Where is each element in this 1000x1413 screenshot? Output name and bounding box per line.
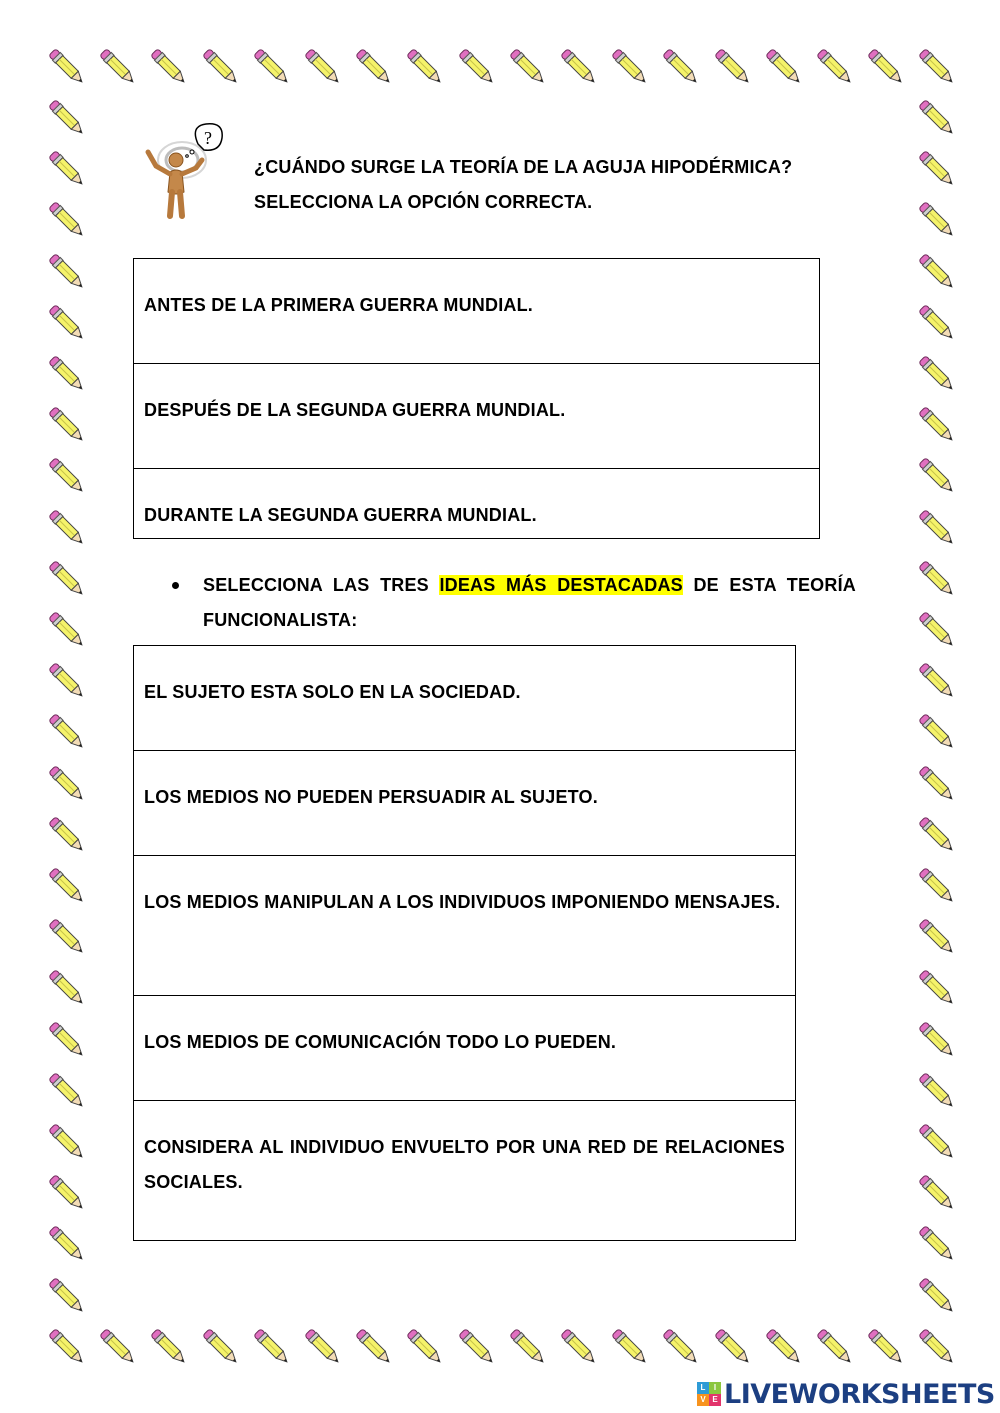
pencil-icon xyxy=(861,1322,911,1372)
option-cell[interactable] xyxy=(134,259,820,364)
pencil-icon xyxy=(42,707,92,757)
pencil-icon xyxy=(42,1271,92,1321)
pencil-icon xyxy=(42,400,92,450)
pencil-icon xyxy=(912,1015,962,1065)
pencil-icon xyxy=(912,1066,962,1116)
pencil-icon xyxy=(196,1322,246,1372)
pencil-icon xyxy=(298,1322,348,1372)
pencil-icon xyxy=(554,1322,604,1372)
logo-text: LIVEWORKSHEETS xyxy=(724,1378,995,1410)
pencil-icon xyxy=(247,1322,297,1372)
instruction-before: SELECCIONA LAS TRES xyxy=(203,575,440,595)
options-table-1 xyxy=(133,258,820,539)
pencil-icon xyxy=(912,247,962,297)
logo-letter: I xyxy=(709,1382,721,1394)
option-text: LOS MEDIOS NO PUEDEN PERSUADIR AL SUJETO. xyxy=(144,787,598,807)
pencil-icon xyxy=(708,42,758,92)
pencil-icon xyxy=(298,42,348,92)
pencil-icon xyxy=(42,503,92,553)
pencil-icon xyxy=(554,42,604,92)
pencil-icon xyxy=(42,451,92,501)
option-cell[interactable] xyxy=(134,364,820,469)
option-cell[interactable] xyxy=(134,996,796,1101)
pencil-icon xyxy=(759,1322,809,1372)
pencil-icon xyxy=(42,554,92,604)
pencil-icon xyxy=(912,42,962,92)
pencil-icon xyxy=(861,42,911,92)
option-text: LOS MEDIOS DE COMUNICACIÓN TODO LO PUEDEN. xyxy=(144,1032,617,1052)
question-mark-glyph: ? xyxy=(204,128,212,148)
pencil-icon xyxy=(912,349,962,399)
option-text: DESPUÉS DE LA SEGUNDA GUERRA MUNDIAL. xyxy=(144,400,566,420)
pencil-icon xyxy=(912,759,962,809)
pencil-icon xyxy=(912,810,962,860)
pencil-icon xyxy=(42,1168,92,1218)
pencil-icon xyxy=(42,1117,92,1167)
pencil-icon xyxy=(42,247,92,297)
option-cell[interactable] xyxy=(134,646,796,751)
pencil-icon xyxy=(810,42,860,92)
pencil-icon xyxy=(196,42,246,92)
option-cell[interactable] xyxy=(134,856,796,996)
pencil-icon xyxy=(42,912,92,962)
pencil-icon xyxy=(912,1271,962,1321)
pencil-icon xyxy=(912,861,962,911)
pencil-icon xyxy=(912,1219,962,1269)
pencil-icon xyxy=(452,42,502,92)
pencil-icon xyxy=(656,1322,706,1372)
pencil-icon xyxy=(912,451,962,501)
pencil-icon xyxy=(912,1168,962,1218)
pencil-icon xyxy=(247,42,297,92)
pencil-icon xyxy=(605,1322,655,1372)
pencil-icon xyxy=(912,656,962,706)
pencil-icon xyxy=(912,93,962,143)
pencil-icon xyxy=(93,42,143,92)
logo-letter: V xyxy=(697,1394,709,1406)
instruction-bullet xyxy=(172,568,856,638)
instruction-highlight: IDEAS MÁS DESTACADAS xyxy=(439,575,683,595)
pencil-icon xyxy=(708,1322,758,1372)
option-text: CONSIDERA AL INDIVIDUO ENVUELTO POR UNA RED DE RELACIONES SOCIALES. xyxy=(144,1137,785,1192)
pencil-icon xyxy=(912,195,962,245)
question-heading xyxy=(254,150,874,220)
question-line-1: ¿CUÁNDO SURGE LA TEORÍA DE LA AGUJA HIPODÉRMICA? xyxy=(254,157,793,177)
pencil-icon xyxy=(42,1322,92,1372)
pencil-icon xyxy=(349,42,399,92)
liveworksheets-logo xyxy=(697,1376,995,1412)
pencil-icon xyxy=(42,861,92,911)
logo-letter: E xyxy=(709,1394,721,1406)
pencil-icon xyxy=(42,298,92,348)
option-text: LOS MEDIOS MANIPULAN A LOS INDIVIDUOS IMPONIENDO MENSAJES. xyxy=(144,892,781,912)
option-cell[interactable] xyxy=(134,1101,796,1241)
instruction-text xyxy=(203,568,856,638)
pencil-icon xyxy=(42,1066,92,1116)
option-cell[interactable] xyxy=(134,751,796,856)
option-text: DURANTE LA SEGUNDA GUERRA MUNDIAL. xyxy=(144,505,537,525)
pencil-icon xyxy=(912,963,962,1013)
pencil-icon xyxy=(810,1322,860,1372)
pencil-icon xyxy=(912,400,962,450)
pencil-icon xyxy=(349,1322,399,1372)
pencil-icon xyxy=(912,605,962,655)
pencil-icon xyxy=(42,195,92,245)
pencil-icon xyxy=(42,963,92,1013)
pencil-icon xyxy=(42,93,92,143)
options-table-2 xyxy=(133,645,796,1241)
pencil-icon xyxy=(912,1322,962,1372)
pencil-icon xyxy=(912,1117,962,1167)
option-text: ANTES DE LA PRIMERA GUERRA MUNDIAL. xyxy=(144,295,533,315)
thinking-figure-icon xyxy=(140,122,240,220)
option-text: EL SUJETO ESTA SOLO EN LA SOCIEDAD. xyxy=(144,682,521,702)
pencil-icon xyxy=(656,42,706,92)
pencil-icon xyxy=(912,707,962,757)
logo-mark-icon xyxy=(697,1382,721,1406)
pencil-icon xyxy=(42,1219,92,1269)
pencil-icon xyxy=(912,298,962,348)
pencil-icon xyxy=(93,1322,143,1372)
instruction-after: DE ESTA TEORÍA FUNCIONALISTA: xyxy=(203,575,856,630)
bullet-dot-icon xyxy=(172,582,179,589)
pencil-icon xyxy=(452,1322,502,1372)
pencil-icon xyxy=(42,605,92,655)
pencil-icon xyxy=(42,656,92,706)
pencil-icon xyxy=(605,42,655,92)
pencil-icon xyxy=(42,42,92,92)
pencil-icon xyxy=(42,1015,92,1065)
pencil-icon xyxy=(144,42,194,92)
pencil-icon xyxy=(912,912,962,962)
pencil-icon xyxy=(912,554,962,604)
pencil-icon xyxy=(144,1322,194,1372)
pencil-icon xyxy=(400,42,450,92)
pencil-icon xyxy=(912,503,962,553)
pencil-icon xyxy=(42,810,92,860)
logo-letter: L xyxy=(697,1382,709,1394)
option-cell[interactable] xyxy=(134,469,820,539)
pencil-icon xyxy=(503,1322,553,1372)
pencil-icon xyxy=(42,349,92,399)
pencil-icon xyxy=(759,42,809,92)
pencil-icon xyxy=(912,144,962,194)
pencil-icon xyxy=(400,1322,450,1372)
question-line-2: SELECCIONA LA OPCIÓN CORRECTA. xyxy=(254,192,593,212)
pencil-icon xyxy=(503,42,553,92)
pencil-icon xyxy=(42,759,92,809)
pencil-icon xyxy=(42,144,92,194)
